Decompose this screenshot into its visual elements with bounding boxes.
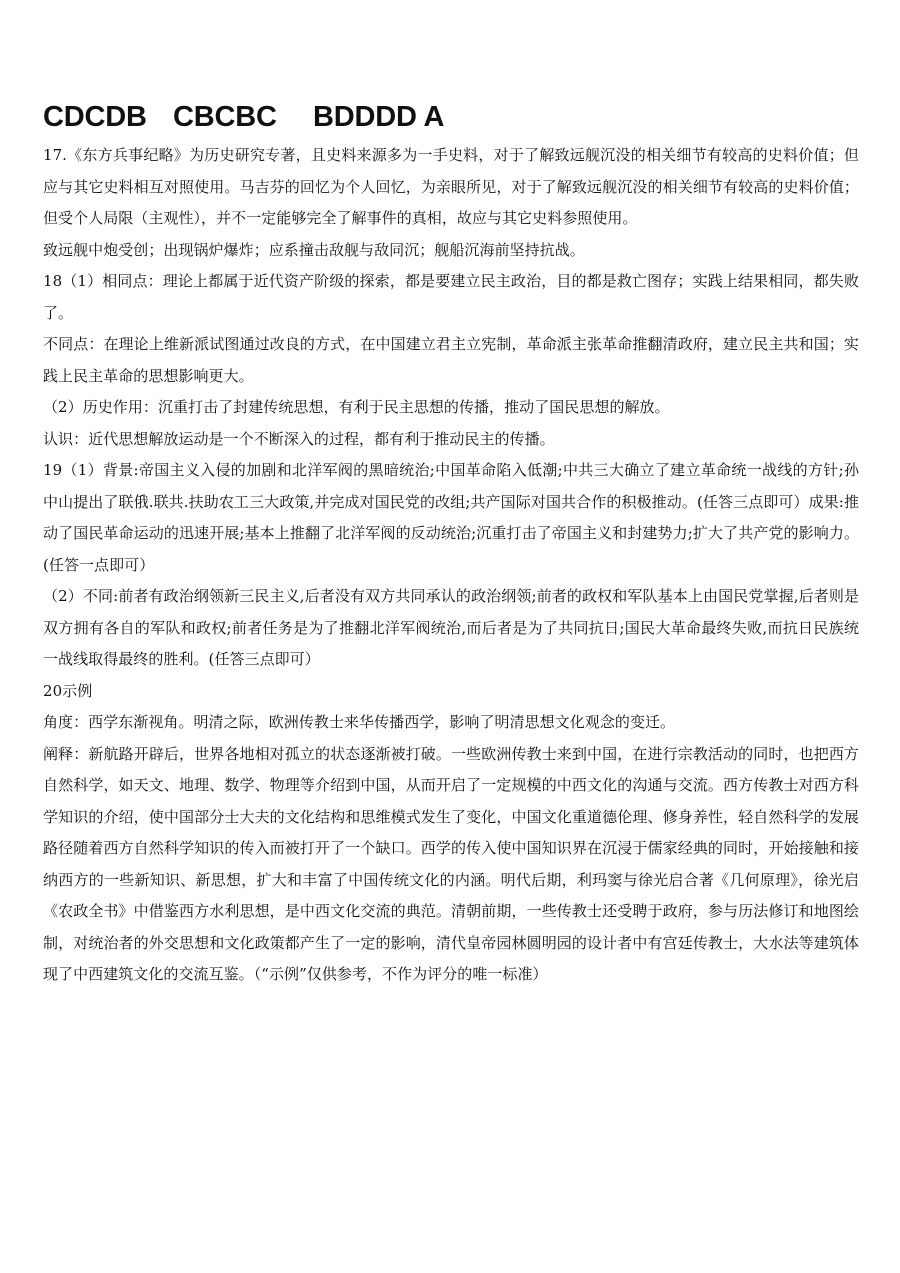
- answers-group-1: CDCDB: [43, 101, 147, 133]
- answer-explanations: [43, 140, 859, 991]
- answer-19-background: 19（1）背景:帝国主义入侵的加剧和北洋军阀的黑暗统治;中国革命陷入低潮;中共三大确立了建立革命统一战线的方针;孙中山提出了联俄.联共.扶助农工三大政策,并完成对国民党的改组;共产国际对国共合作的积极推动。(任答三点即可）成果:推动了国民革命运动的迅速开展;基本上推翻了北洋军阀的反动统治;沉重打击了帝国主义和封建势力;扩大了共产党的影响力。(任答一点即可）: [43, 461, 859, 574]
- answer-20-explanation: 阐释：新航路开辟后，世界各地相对孤立的状态逐渐被打破。一些欧洲传教士来到中国，在进行宗教活动的同时，也把西方自然科学，如天文、地理、数学、物理等介绍到中国，从而开启了一定规模的中西文化的沟通与交流。西方传教士对西方科学知识的介绍，使中国部分士大夫的文化结构和思维模式发生了变化，中国文化重道德伦理、修身养性，轻自然科学的发展路径随着西方自然科学知识的传入而被打开了一个缺口。西学的传入使中国知识界在沉浸于儒家经典的同时，开始接触和接纳西方的一些新知识、新思想，扩大和丰富了中国传统文化的内涵。明代后期，利玛窦与徐光启合著《几何原理》，徐光启《农政全书》中借鉴西方水利思想，是中西文化交流的典范。清朝前期，一些传教士还受聘于政府，参与历法修订和地图绘制，对统治者的外交思想和文化政策都产生了一定的影响，清代皇帝园林圆明园的设计者中有宫廷传教士，大水法等建筑体现了中西建筑文化的交流互鉴。（“示例”仅供参考，不作为评分的唯一标准）: [43, 744, 859, 983]
- answer-17-analysis: 17.《东方兵事纪略》为历史研究专著，且史料来源多为一手史料，对于了解致远舰沉没的相关细节有较高的史料价值；但应与其它史料相互对照使用。马吉芬的回忆为个人回忆，为亲眼所见，对于了解致远舰沉没的相关细节有较高的史料价值；但受个人局限（主观性），并不一定能够完全了解事件的真相，故应与其它史料参照使用。: [43, 146, 859, 227]
- answer-20-angle: 角度：西学东渐视角。明清之际，欧洲传教士来华传播西学，影响了明清思想文化观念的变迁。: [43, 713, 676, 731]
- answer-18-similarities: 18（1）相同点：理论上都属于近代资产阶级的探索，都是要建立民主政治，目的都是救亡图存；实践上结果相同，都失败了。: [43, 272, 859, 322]
- answer-19-differences: （2）不同:前者有政治纲领新三民主义,后者没有双方共同承认的政治纲领;前者的政权和军队基本上由国民党掌握,后者则是双方拥有各自的军队和政权;前者任务是为了推翻北洋军阀统治,而后者是为了共同抗日;国民大革命最终失败,而抗日民族统一战线取得最终的胜利。(任答三点即可）: [43, 587, 859, 668]
- answers-group-2: CBCBC: [173, 101, 277, 133]
- answer-18-historical-role: （2）历史作用：沉重打击了封建传统思想，有利于民主思想的传播，推动了国民思想的解放。: [43, 398, 670, 416]
- answers-group-3: BDDDD A: [313, 101, 445, 133]
- answer-17-events: 致远舰中炮受创；出现锅炉爆炸；应系撞击敌舰与敌同沉；舰船沉海前坚持抗战。: [43, 240, 585, 259]
- answer-20-heading: 20示例: [43, 681, 93, 700]
- answer-18-differences: 不同点：在理论上维新派试图通过改良的方式，在中国建立君主立宪制，革命派主张革命推翻清政府，建立民主共和国；实践上民主革命的思想影响更大。: [43, 335, 859, 385]
- answer-18-understanding: 认识：近代思想解放运动是一个不断深入的过程，都有利于推动民主的传播。: [43, 429, 555, 448]
